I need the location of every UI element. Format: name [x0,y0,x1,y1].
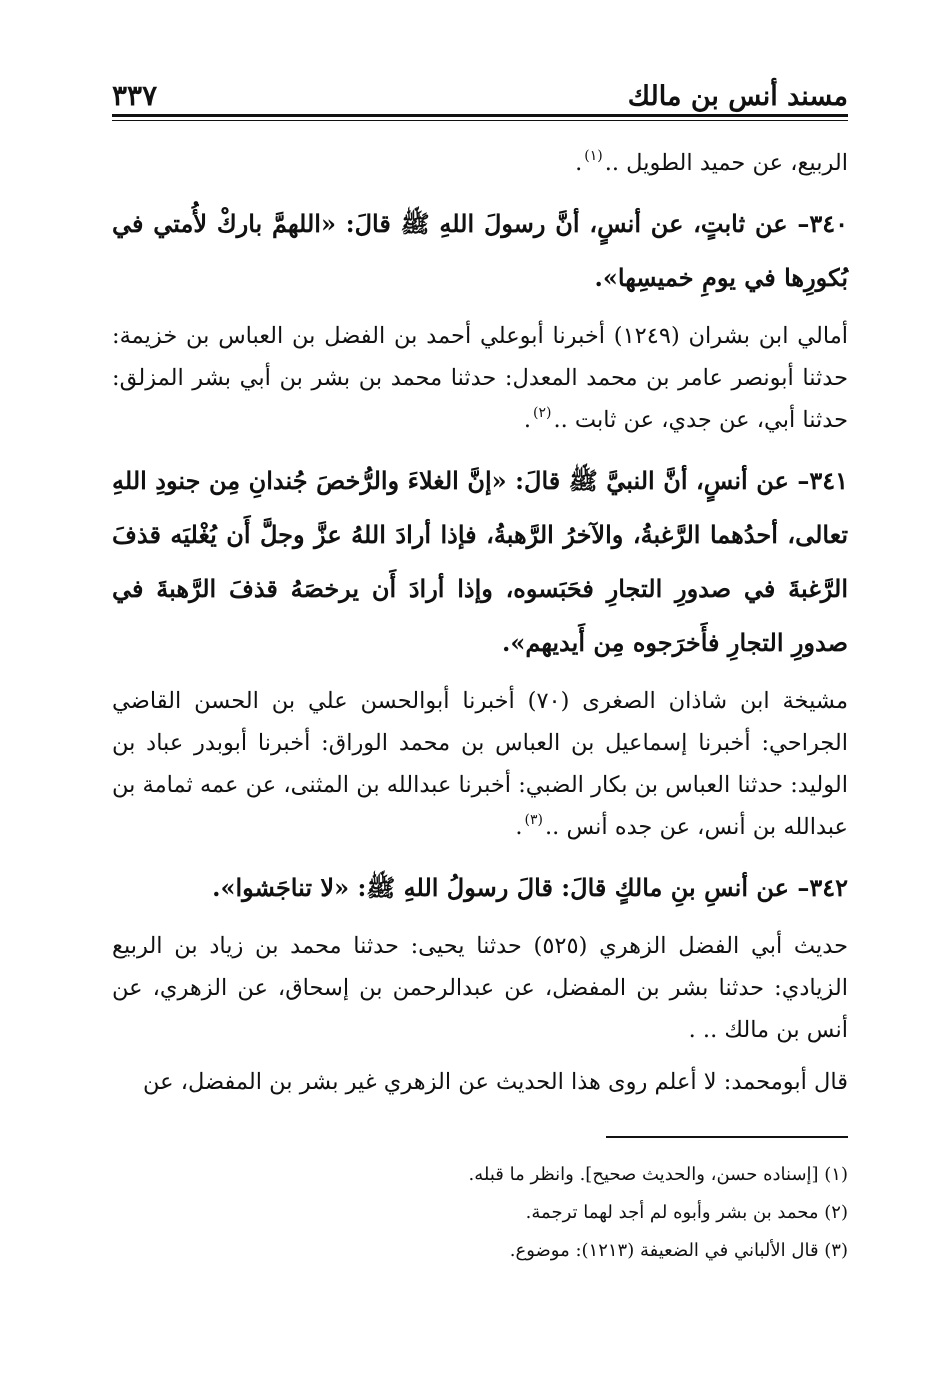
paragraph-1-text: الربيع، عن حميد الطويل .. [604,150,848,176]
paragraph-2 [112,315,848,444]
paragraph-2-text: أمالي ابن بشران (١٢٤٩) أخبرنا أبوعلي أحمد بن الفضل بن العباس بن خزيمة: حدثنا أبونصر عامر بن محمد المعدل: حدثنا محمد بن بشر بن أبي بشر المزلق: حدثنا أبي، عن جدي، عن ثابت .. [112,323,849,433]
paragraph-1 [112,142,848,187]
footnote-ref-2: (٢) [532,405,552,421]
footnote-3: (٣) قال الألباني في الضعيفة (١٢١٣): موضوع. [509,1240,848,1261]
paragraph-3-text: مشيخة ابن شاذان الصغرى (٧٠) أخبرنا أبوالحسن علي بن الحسن القاضي الجراحي: أخبرنا إسماعيل بن العباس بن محمد الوراق: أخبرنا أبوبدر عباد بن الوليد: حدثنا العباس بن بكار الضبي: أخبرنا عبدالله بن المثنى، عن عمه ثمامة بن عبدالله بن أنس، عن جده أنس .. [112,688,848,840]
footnote-1: (١) [إسناده حسن، والحديث صحيح]. وانظر ما قبله. [468,1164,848,1185]
paragraph-3-end: . [515,814,523,840]
page-number: ٣٣٧ [112,79,158,112]
hadith-340: ٣٤٠– عن ثابتٍ، عن أنسٍ، أنَّ رسولَ اللهِ ﷺ قالَ: «اللهمَّ باركْ لأُمتي في بُكورِها في يومِ خميسِها». [112,209,848,292]
running-title: مسند أنس بن مالك [627,81,848,112]
page-header [112,62,848,110]
paragraph-3 [112,680,848,851]
footnote-ref-3: (٣) [524,812,544,828]
footnote-2: (٢) محمد بن بشر وأبوه لم أجد لهما ترجمة. [525,1202,848,1223]
footnote-separator [606,1136,848,1138]
footnote-ref-1: (١) [584,148,603,164]
footnotes [112,1156,848,1270]
hadith-342: ٣٤٢– عن أنسِ بنِ مالكٍ قالَ: قالَ رسولُ اللهِ ﷺ: «لا تناجَشوا». [212,873,848,902]
paragraph-4: حديث أبي الفضل الزهري (٥٢٥) حدثنا يحيى: حدثنا محمد بن زياد بن الربيع الزيادي: حدثنا بشر بن المفضل، عن عبدالرحمن بن إسحاق، عن الزهري، عن أنس بن مالك .. . [112,933,848,1043]
header-rule-thin [112,120,848,121]
paragraph-2-end: . [523,407,531,433]
paragraph-5: قال أبومحمد: لا أعلم روى هذا الحديث عن الزهري غير بشر بن المفضل، عن [143,1069,848,1095]
header-rule-thick [112,114,848,117]
main-text [112,142,848,1103]
hadith-341: ٣٤١– عن أنسٍ، أنَّ النبيَّ ﷺ قالَ: «إنَّ الغلاءَ والرُّخصَ جُندانِ مِن جنودِ اللهِ تعالى، أحدُهما الرَّغبةُ، والآخرُ الرَّهبةُ، فإذا أرادَ اللهُ عزَّ وجلَّ أَن يُغْليَه قذفَ الرَّغبةَ في صدورِ التجارِ فحَبَسوه، وإذا أرادَ أَن يرخصَهُ قذفَ الرَّهبةَ في صدورِ التجارِ فأَخرَجوه مِن أَيديهم». [112,466,848,657]
paragraph-1-end: . [575,150,583,176]
